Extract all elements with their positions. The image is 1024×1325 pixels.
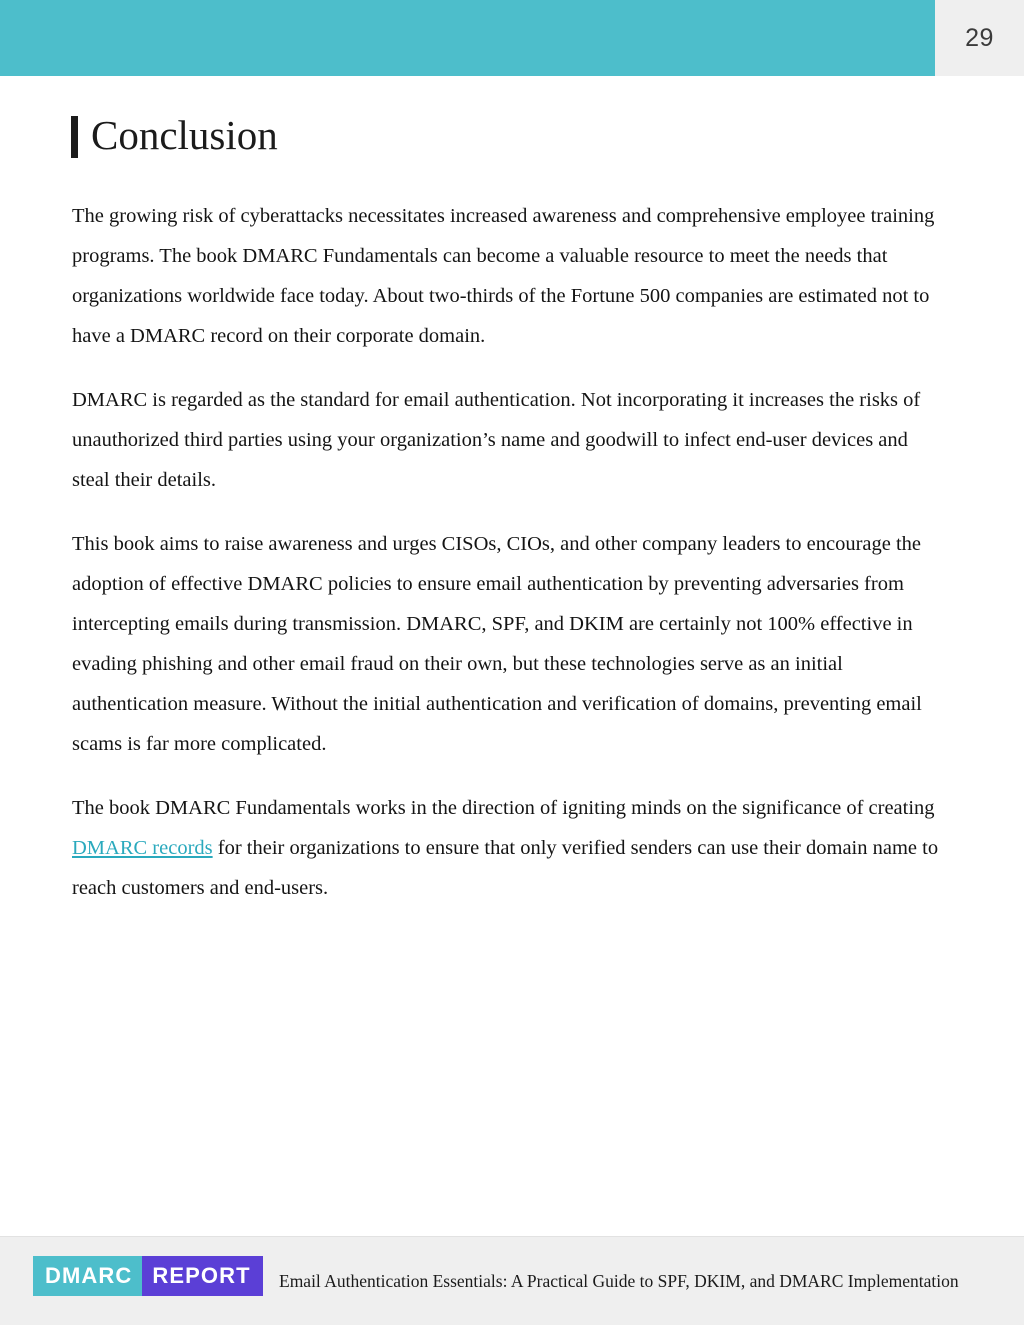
paragraph-4 [72,788,950,908]
footer-band [0,1236,1024,1325]
page-title-text: Conclusion [91,112,278,158]
logo-right-text: REPORT [142,1256,262,1296]
page-number: 29 [965,23,994,52]
body-content [72,196,950,908]
paragraph-4-text-after: for their organizations to ensure that only verified senders can use their domain name to reach customers and end-users. [72,837,939,899]
dmarc-records-link[interactable]: DMARC records [72,837,213,859]
page-number-box [935,0,1024,76]
paragraph-2: DMARC is regarded as the standard for email authentication. Not incorporating it increases the risks of unauthorized third parties using your organization’s name and goodwill to infect end-user devices and steal their details. [72,389,921,491]
title-accent-bar [71,116,78,158]
paragraph-4-text-before: The book DMARC Fundamentals works in the direction of igniting minds on the significance of creating [72,797,935,819]
dmarc-report-logo [33,1256,263,1296]
footer-caption: Email Authentication Essentials: A Practical Guide to SPF, DKIM, and DMARC Implementation [279,1270,959,1291]
page-title [71,113,278,158]
logo-left-text: DMARC [33,1256,142,1296]
paragraph-1: The growing risk of cyberattacks necessitates increased awareness and comprehensive employee training programs. The book DMARC Fundamentals can become a valuable resource to meet the needs that organizations worldwide face today. About two-thirds of the Fortune 500 companies are estimated not to have a DMARC record on their corporate domain. [72,205,935,347]
paragraph-3: This book aims to raise awareness and urges CISOs, CIOs, and other company leaders to encourage the adoption of effective DMARC policies to ensure email authentication by preventing adversaries from intercepting emails during transmission. DMARC, SPF, and DKIM are certainly not 100% effective in evading phishing and other email fraud on their own, but these technologies serve as an initial authentication measure. Without the initial authentication and verification of domains, preventing email scams is far more complicated. [72,533,922,755]
header-band [0,0,1024,76]
